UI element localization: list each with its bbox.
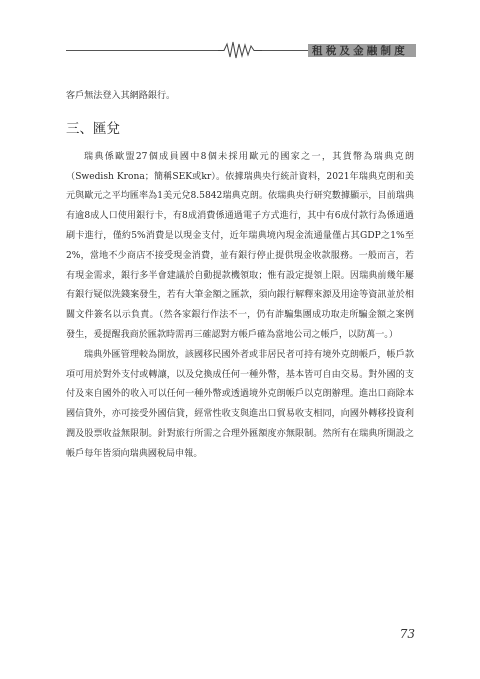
page-header (0, 0, 480, 70)
intro-text: 客戶無法登入其網路銀行。 (66, 91, 176, 101)
paragraph-currency: 瑞典係歐盟27個成員國中8個未採用歐元的國家之一，其貨幣為瑞典克朗（Swedish Krona；簡稱SEK或kr）。依據瑞典央行統計資料，2021年瑞典克朗和美元與歐元之平均匯率為1美元兌8.5842瑞典克朗。依瑞典央行研究數據顯示，目前瑞典有逾8成人口使用銀行卡，有8成消費係通過電子方式進行，其中有6成付款行為係通過刷卡進行，僅約5%消費是以現金支付，近年瑞典境內現金流通量僅占其GDP之1%至2%，當地不少商店不接受現金消費，並有銀行停止提供現金收款服務。一般而言，若有現金需求，銀行多半會建議於自動提款機領取；惟有設定提領上限。因瑞典前幾年屢有銀行疑似洗錢案發生，若有大筆金額之匯款，須向銀行解釋來源及用途等資訊並於相關文件簽名以示負責。（然各家銀行作法不一，仍有詐騙集團成功取走所騙金額之案例發生，爰提醒我商於匯款時需再三確認對方帳戶確為當地公司之帳戶，以防萬一。） (66, 151, 414, 340)
page-number: 73 (399, 627, 415, 641)
page-body (66, 87, 414, 465)
header-title: 租稅及金融制度 (312, 45, 408, 57)
paragraph-foreign-exchange: 瑞典外匯管理較為開放，該國移民國外者或非居民者可持有境外克朗帳戶，帳戶款項可用於對外支付或轉讓，以及兌換成任何一種外幣，基本皆可自由交易。對外國的支付及來自國外的收入可以任何一種外幣或透過境外克朗帳戶以克朗辦理。進出口商除本國信貸外，亦可接受外國信貸，經常性收支與進出口貿易收支相同，向國外轉移投資利潤及股票收益無限制。針對旅行所需之合理外匯額度亦無限制。然所有在瑞典所開設之帳戶每年皆須向瑞典國稅局申報。 (66, 349, 414, 459)
heartbeat-line-icon (218, 42, 262, 58)
header-ornament (0, 0, 480, 70)
section-heading: 三、匯兌 (66, 120, 120, 137)
